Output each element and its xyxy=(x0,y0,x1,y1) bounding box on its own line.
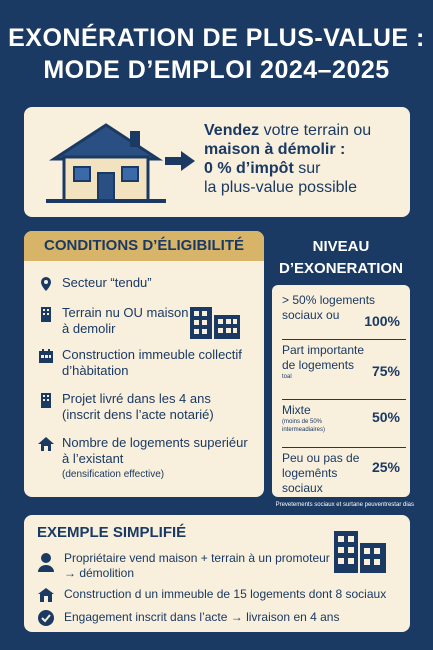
footnote: Prevetements sociaux et surtane peuventrestar dias xyxy=(275,502,414,508)
page-title xyxy=(0,22,433,86)
level-row: Peu ou pas de logemênts sociaux 25% xyxy=(282,451,400,495)
example-line: Construction d un immeuble de 15 logements dont 8 sociaux xyxy=(64,587,387,601)
buildings-illustration-icon xyxy=(332,527,388,573)
person-icon xyxy=(37,552,55,572)
niveau-heading: NIVEAU D’EXONERATION xyxy=(279,238,403,277)
conditions-card: CONDITIONS D’ÉLIGIBILITÉ Secteur “tendu” Terrain nu OU maison à demolir Construction immeuble collectif d’hàbitation Projet livré dans les 4 ans (inscrit dens l’acte notarié) Nombre de logements superiéur à l’existant (densification effective) xyxy=(24,231,264,497)
example-heading: EXEMPLE SIMPLIFIÉ xyxy=(37,524,187,541)
calendar-icon xyxy=(38,348,54,364)
level-row: > 50% logements sociaux ou 100% xyxy=(282,293,406,340)
example-line: Propriétaire vend maison + terrain à un promoteur → démolition xyxy=(64,551,330,580)
arrow-right-icon xyxy=(165,151,195,171)
house-icon xyxy=(38,436,54,452)
example-card xyxy=(24,515,410,632)
title-line-2: MODE D’EMPLOI 2024–2025 xyxy=(43,56,390,84)
building-icon xyxy=(38,392,54,408)
levels-panel xyxy=(272,285,410,497)
location-pin-icon xyxy=(38,276,54,292)
building-icon xyxy=(38,306,54,322)
house-illustration-icon xyxy=(46,121,166,203)
hero-text: Vendez votre terrain ou maison à démolir : 0 % d’impôt sur la plus-value possible xyxy=(204,122,372,196)
hero-card xyxy=(24,107,410,217)
title-line-1: EXONÉRATION DE PLUS-VALUE : xyxy=(8,24,425,52)
level-row: Mixte (moins de 50% intermeadiaires) 50% xyxy=(282,403,406,448)
example-line: Engagement inscrit dans l’acte → livraison en 4 ans xyxy=(64,610,340,624)
buildings-illustration-icon xyxy=(188,303,242,339)
check-circle-icon xyxy=(37,609,55,627)
level-row: Part importante de logements toal 75% xyxy=(282,343,406,400)
house-icon xyxy=(38,588,54,602)
conditions-heading: CONDITIONS D’ÉLIGIBILITÉ xyxy=(24,231,264,261)
